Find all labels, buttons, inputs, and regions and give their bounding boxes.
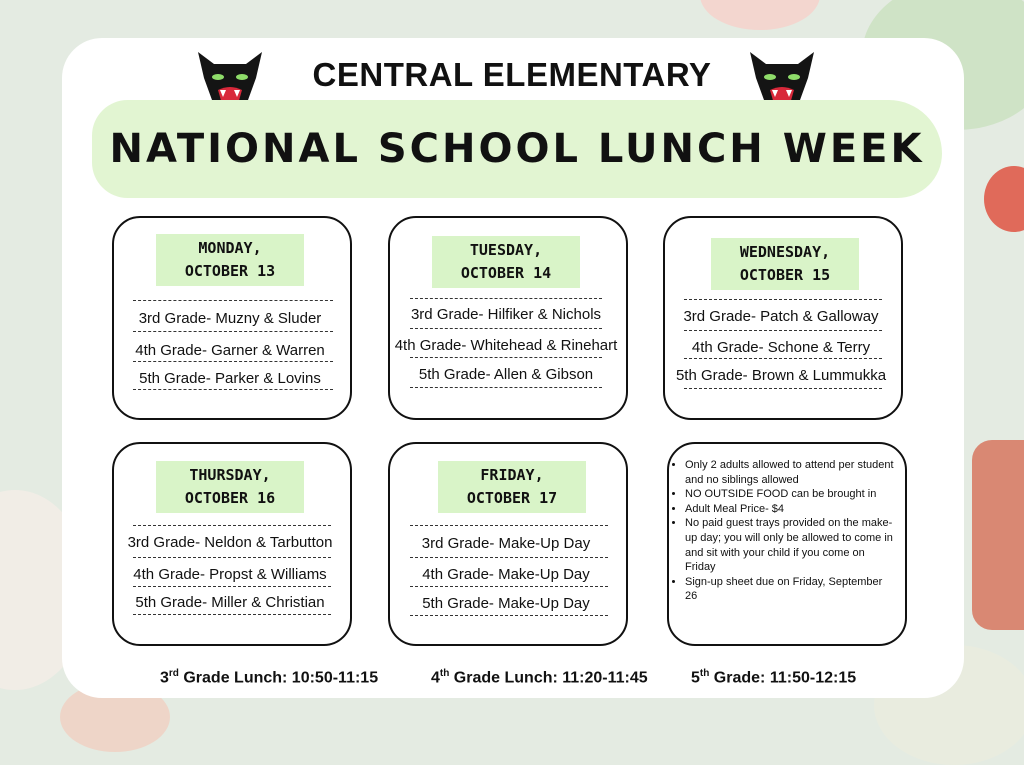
day-label-thursday: [156, 461, 304, 513]
toast-decoration-right: [972, 440, 1024, 630]
schedule-entry: 4th Grade- Garner & Warren: [135, 342, 325, 359]
schedule-entry: 3rd Grade- Neldon & Tarbutton: [127, 534, 333, 551]
day-label-friday: [438, 461, 586, 513]
notes-list: [667, 458, 897, 604]
day-label-monday: [156, 234, 304, 286]
note-item: • No paid guest trays provided on the make-up day; you will only be allowed to come in and sit with your child if you come on Friday: [685, 516, 897, 574]
schedule-entry: 4th Grade- Whitehead & Rinehart: [394, 337, 618, 354]
tomato-decoration: [984, 166, 1024, 232]
lunch-time-3rd: 3rd Grade Lunch: 10:50-11:15: [160, 668, 379, 687]
day-date: OCTOBER 14: [460, 264, 552, 282]
schedule-entry: 4th Grade- Make-Up Day: [422, 566, 590, 583]
day-label-tuesday: [432, 236, 580, 288]
day-date: OCTOBER 13: [184, 262, 276, 280]
schedule-entry: 3rd Grade- Make-Up Day: [421, 535, 591, 552]
note-item: • Adult Meal Price- $4: [685, 502, 897, 517]
page-title: NATIONAL SCHOOL LUNCH WEEK: [109, 126, 925, 172]
note-item: • NO OUTSIDE FOOD can be brought in: [685, 487, 897, 502]
schedule-entry: 4th Grade- Schone & Terry: [691, 339, 871, 356]
day-date: OCTOBER 16: [184, 489, 276, 507]
schedule-entry: 3rd Grade- Hilfiker & Nichols: [410, 306, 602, 323]
schedule-entry: 4th Grade- Propst & Williams: [133, 566, 327, 583]
schedule-entry: 3rd Grade- Muzny & Sluder: [138, 310, 322, 327]
schedule-entry: 5th Grade- Allen & Gibson: [418, 366, 594, 383]
schedule-entry: 5th Grade- Parker & Lovins: [139, 370, 321, 387]
day-date: OCTOBER 17: [466, 489, 558, 507]
day-label-wednesday: [711, 238, 859, 290]
note-item: • Sign-up sheet due on Friday, September 26: [685, 575, 897, 604]
schedule-entry: 5th Grade- Make-Up Day: [422, 595, 590, 612]
schedule-entry: 5th Grade- Miller & Christian: [135, 594, 325, 611]
food-plate-decoration-top: [700, 0, 820, 30]
day-name: WEDNESDAY,: [739, 243, 831, 261]
day-name: FRIDAY,: [480, 466, 544, 484]
schedule-entry: 3rd Grade- Patch & Galloway: [683, 308, 879, 325]
lunch-time-5th: 5th Grade: 11:50-12:15: [691, 668, 857, 687]
note-item: • Only 2 adults allowed to attend per student and no siblings allowed: [685, 458, 897, 487]
schedule-entry: 5th Grade- Brown & Lummukka: [675, 367, 887, 384]
day-name: TUESDAY,: [469, 241, 543, 259]
lunch-time-4th: 4th Grade Lunch: 11:20-11:45: [431, 668, 648, 687]
day-name: THURSDAY,: [189, 466, 271, 484]
day-name: MONDAY,: [198, 239, 262, 257]
day-date: OCTOBER 15: [739, 266, 831, 284]
school-name: CENTRAL ELEMENTARY: [312, 56, 712, 93]
